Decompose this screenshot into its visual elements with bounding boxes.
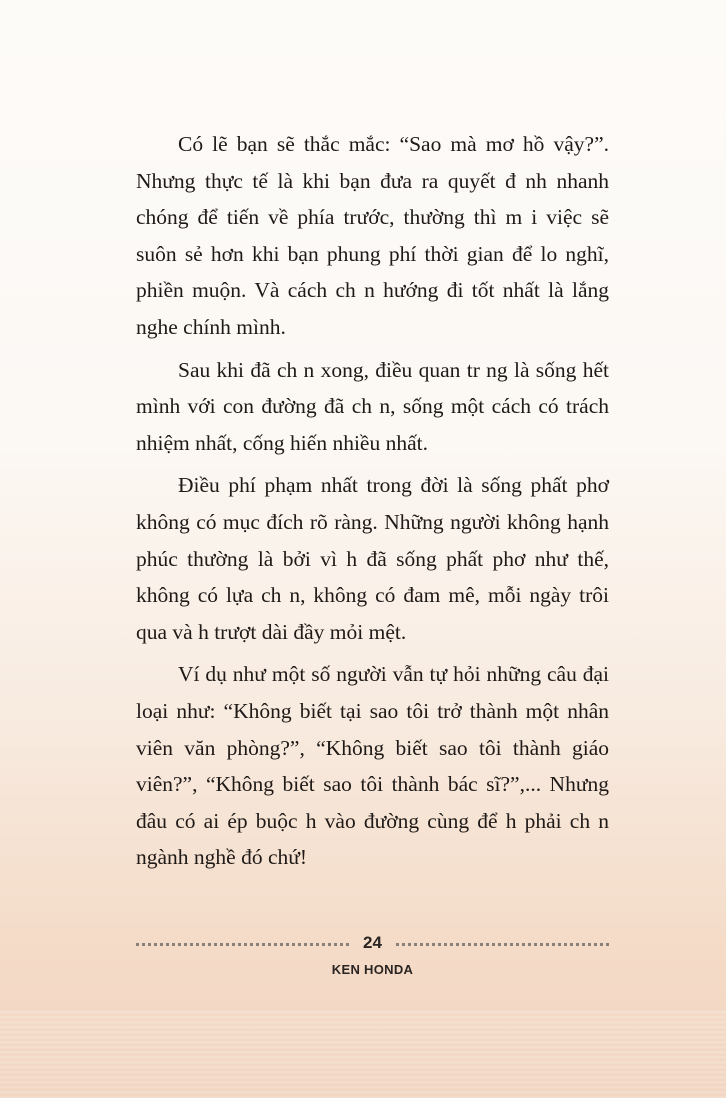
page-number-row	[136, 930, 609, 956]
body-text	[136, 126, 609, 882]
paragraph: Điều phí phạm nhất trong đời là sống phất phơ không có mục đích rõ ràng. Những người không hạnh phúc thường là bởi vì h đã sống phất phơ như thế, không có lựa ch n, không có đam mê, mỗi ngày trôi qua và h trượt dài đầy mỏi mệt.	[136, 473, 609, 644]
page-footer	[136, 930, 609, 977]
background-water-texture	[0, 1010, 726, 1098]
page-number: 24	[363, 933, 382, 952]
paragraph: Ví dụ như một số người vẫn tự hỏi những câu đại loại như: “Không biết tại sao tôi trở thành một nhân viên văn phòng?”, “Không biết sao tôi thành giáo viên?”, “Không biết sao tôi thành bác sĩ?”,... Nhưng đâu có ai ép buộc h vào đường cùng để h phải ch n ngành nghề đó chứ!	[136, 662, 609, 870]
paragraph: Sau khi đã ch n xong, điều quan tr ng là sống hết mình với con đường đã ch n, sống một cách có trách nhiệm nhất, cống hiến nhiều nhất.	[136, 357, 609, 455]
dotted-rule-right	[396, 943, 609, 946]
author-name: KEN HONDA	[331, 962, 414, 977]
paragraph: Có lẽ bạn sẽ thắc mắc: “Sao mà mơ hồ vậy?”. Nhưng thực tế là khi bạn đưa ra quyết đ nh nhanh chóng để tiến về phía trước, thường thì m i việc sẽ suôn sẻ hơn khi bạn phung phí thời gian để lo nghĩ, phiền muộn. Và cách ch n hướng đi tốt nhất là lắng nghe chính mình.	[136, 132, 609, 339]
dotted-rule-left	[136, 943, 349, 946]
